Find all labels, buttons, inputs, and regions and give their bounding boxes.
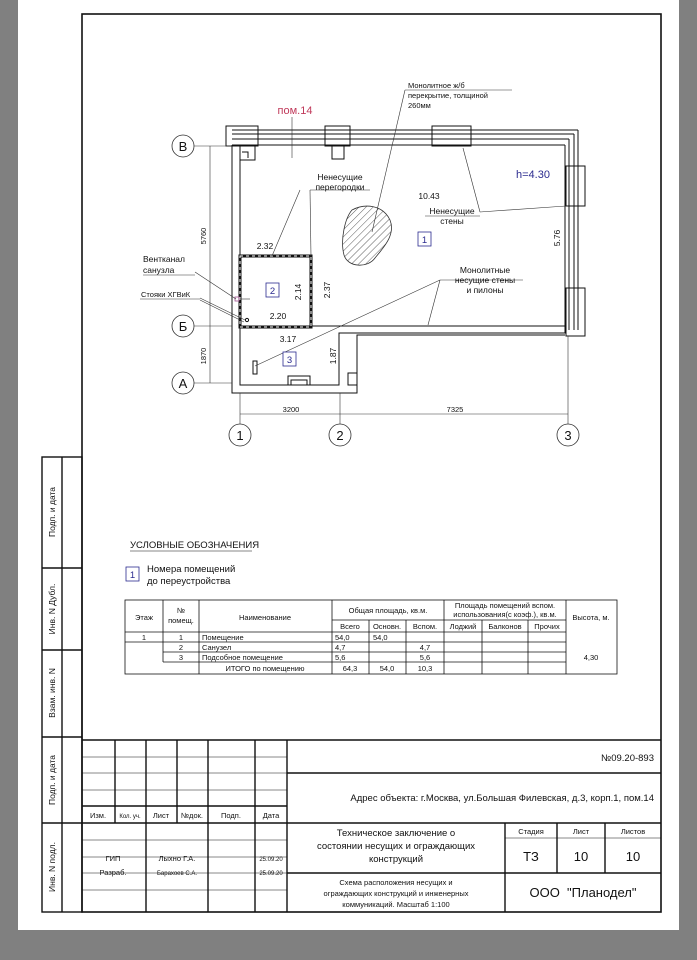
note-partitions: перегородки xyxy=(315,182,365,192)
title-block xyxy=(82,740,661,912)
table-row xyxy=(179,643,430,652)
sheet-value: 10 xyxy=(573,849,589,864)
note-partitions: Ненесущие xyxy=(317,172,363,182)
pylon xyxy=(325,126,350,146)
th-sub: Лоджий xyxy=(449,622,477,631)
th-list: Лист xyxy=(152,811,170,820)
th-aux-area: Площадь помещений вспом. xyxy=(454,601,556,610)
cell-text: Взам. инв. N xyxy=(47,668,57,718)
sheet-title: ограждающих конструкций и инженерных xyxy=(323,889,469,898)
table-height-value: 4,30 xyxy=(583,653,599,662)
measure: 2.14 xyxy=(293,283,303,301)
area-table xyxy=(125,600,617,674)
axis-label-b: Б xyxy=(178,319,188,334)
note-nonbearing: стены xyxy=(440,216,464,226)
sheets-value: 10 xyxy=(625,849,641,864)
measure: 5.76 xyxy=(552,229,562,247)
person-name: Барахоев С.А. xyxy=(156,871,198,877)
note-monolith: несущие стены xyxy=(454,275,516,285)
measure: 1.87 xyxy=(328,347,338,365)
doc-title: конструкций xyxy=(368,854,424,865)
room-number: 3 xyxy=(286,355,293,366)
riser-icon xyxy=(245,318,248,321)
height-label: h=4.30 xyxy=(516,169,550,181)
dim-1870: 1870 xyxy=(199,347,208,365)
person-role: ГИП xyxy=(105,854,121,863)
dim-3200: 3200 xyxy=(282,405,300,414)
cell-text: 54,0 xyxy=(379,664,395,673)
th-izm: Изм. xyxy=(89,811,107,820)
th-kol: Кол. уч. xyxy=(119,814,141,820)
th-height: Высота, м. xyxy=(572,613,610,622)
table-total-row xyxy=(225,664,432,673)
th-sub: Прочих xyxy=(534,622,560,631)
axis-label-3: 3 xyxy=(564,428,572,443)
cell-text: Инв. N Дубл. xyxy=(47,583,57,635)
th-aux-area: использования(с коэф.), кв.м. xyxy=(453,610,557,619)
cell-text: 54,0 xyxy=(335,633,350,642)
sheet-label: Лист xyxy=(572,827,590,836)
dim-7325: 7325 xyxy=(446,405,464,414)
th-total-area: Общая площадь, кв.м. xyxy=(348,606,428,615)
room-number: 1 xyxy=(421,235,428,246)
note-nonbearing: Ненесущие xyxy=(429,206,475,216)
cell-text: ИТОГО по помещению xyxy=(225,664,305,673)
note-monolith: Монолитные xyxy=(459,265,511,275)
table-row xyxy=(142,633,388,642)
th-name: Наименование xyxy=(239,613,291,622)
axis-label-a: А xyxy=(178,376,188,391)
legend-box: 1 xyxy=(129,570,136,581)
th-sign: Подп. xyxy=(221,811,241,820)
th-num: № xyxy=(176,606,186,615)
cell-text: 1 xyxy=(141,633,147,642)
doc-title: состоянии несущих и ограждающих xyxy=(316,841,476,852)
axis-bubbles xyxy=(172,135,579,446)
company-name: ООО "Планодел" xyxy=(529,885,637,900)
cell-text: 5,6 xyxy=(335,653,346,662)
cell-text: 10,3 xyxy=(417,664,433,673)
cell-text: 5,6 xyxy=(419,653,431,662)
person-date: 25.09.20 xyxy=(259,857,283,863)
side-stamp xyxy=(42,457,82,912)
cell-text: Санузел xyxy=(202,643,232,652)
cell-text: Помещение xyxy=(202,633,244,642)
note-risers: Стояки ХГВиК xyxy=(141,290,191,299)
person-name: Лыхно Г.А. xyxy=(158,854,196,863)
stage-label: Стадия xyxy=(518,827,544,836)
pylon xyxy=(432,126,471,146)
th-floor: Этаж xyxy=(135,613,153,622)
axis-label-2: 2 xyxy=(336,428,344,443)
object-address: Адрес объекта: г.Москва, ул.Большая Филевская, д.3, корп.1, пом.14 xyxy=(350,793,654,804)
note-vent: санузла xyxy=(143,265,175,275)
measure: 2.37 xyxy=(322,281,332,299)
cell-text: 54,0 xyxy=(373,633,388,642)
cell-text: Подсобное помещение xyxy=(202,653,283,662)
top-wall xyxy=(226,126,585,336)
cell-text: 2 xyxy=(178,643,184,652)
th-doc: №док. xyxy=(181,811,203,820)
th-num: помещ. xyxy=(168,616,194,625)
th-sub: Вспом. xyxy=(412,622,438,631)
cell-text: 4,7 xyxy=(419,643,431,652)
stage-value: ТЗ xyxy=(523,849,539,864)
th-sub: Основн. xyxy=(372,622,402,631)
axis-label-v: В xyxy=(178,139,188,154)
table-row xyxy=(179,653,430,662)
cell-text: Подп. и дата xyxy=(47,754,57,806)
sheet-title: Схема расположения несущих и xyxy=(339,878,453,887)
measure: 10.43 xyxy=(418,191,440,201)
legend-title: УСЛОВНЫЕ ОБОЗНАЧЕНИЯ xyxy=(130,540,260,551)
measure: 2.32 xyxy=(256,241,274,251)
slab-hatch xyxy=(343,206,392,265)
note-vent: Вентканал xyxy=(143,254,185,264)
cell-text: 4,7 xyxy=(335,643,346,652)
axis-label-1: 1 xyxy=(236,428,244,443)
note-monolith: и пилоны xyxy=(466,285,504,295)
person-date: 25.09.20 xyxy=(259,871,283,877)
cell-text: Инв. N подл. xyxy=(47,842,57,892)
cell-text: 3 xyxy=(178,653,184,662)
doc-number: №09.20-893 xyxy=(601,753,654,764)
room-label: пом.14 xyxy=(277,105,313,117)
sheets-label: Листов xyxy=(620,827,646,836)
doc-title: Техническое заключение о xyxy=(336,828,456,839)
note-slab: 260мм xyxy=(408,101,431,110)
legend-text: до переустройства xyxy=(147,576,231,587)
cell-text: Подп. и дата xyxy=(47,486,57,538)
measure: 3.17 xyxy=(279,334,297,344)
person-role: Разраб. xyxy=(99,868,127,877)
measure: 2.20 xyxy=(269,311,287,321)
room-number: 2 xyxy=(269,286,276,297)
pylon xyxy=(226,126,258,146)
th-sub: Балконов xyxy=(488,622,522,631)
legend-text: Номера помещений xyxy=(147,564,236,575)
cell-text: 1 xyxy=(178,633,184,642)
sheet-title: коммуникаций. Масштаб 1:100 xyxy=(342,900,450,909)
th-sub: Всего xyxy=(340,622,360,631)
floor-plan xyxy=(140,81,585,446)
th-date: Дата xyxy=(262,811,280,820)
legend xyxy=(126,540,259,587)
note-slab: Монолитное ж/б xyxy=(408,81,465,90)
dim-5760: 5760 xyxy=(199,227,208,245)
note-slab: перекрытие, толщиной xyxy=(408,91,488,100)
cell-text: 64,3 xyxy=(342,664,358,673)
